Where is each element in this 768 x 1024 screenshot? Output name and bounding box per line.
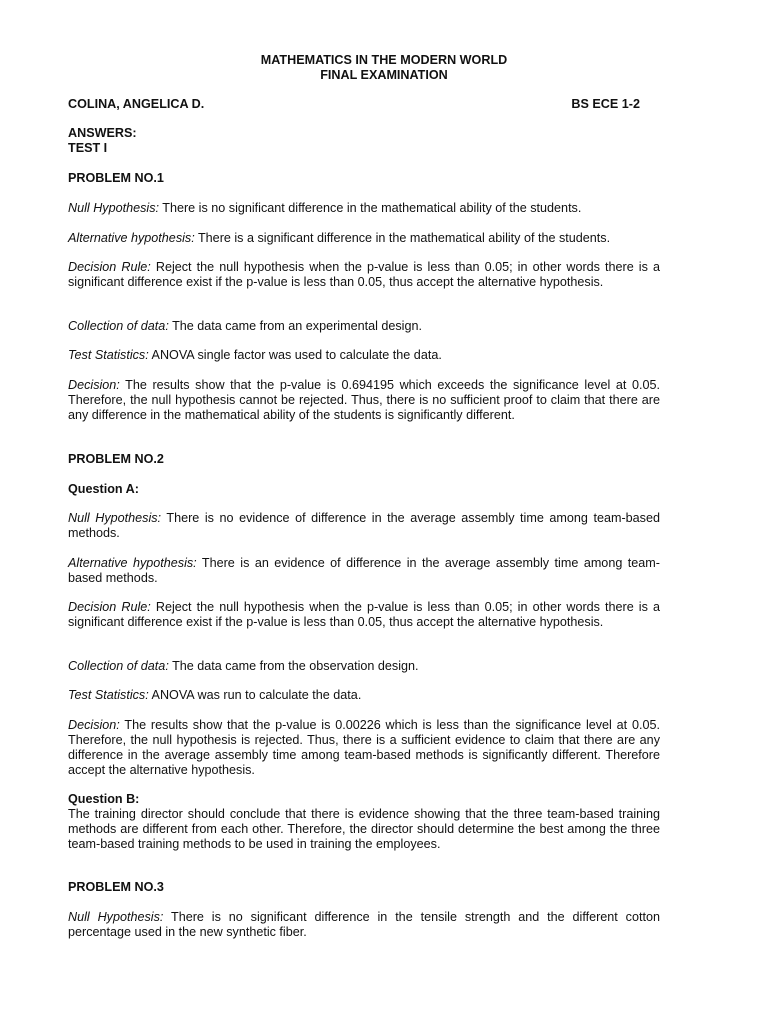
p1-collection-text: The data came from an experimental design.	[168, 319, 422, 333]
p2-test-text: ANOVA was run to calculate the data.	[148, 688, 362, 702]
test-label: TEST I	[68, 141, 108, 155]
p2-decision-rule	[68, 600, 660, 630]
answers-label: ANSWERS:	[68, 126, 137, 140]
p2-null-label: Null Hypothesis:	[68, 511, 162, 525]
p1-rule-text: Reject the null hypothesis when the p-value is less than 0.05; in other words there is a significant difference exist if the p-value is less than 0.05, thus accept the alternative hypothesis.	[68, 260, 660, 289]
title-line-2: FINAL EXAMINATION	[320, 68, 448, 82]
p1-decision-rule	[68, 260, 660, 290]
p2-test-label: Test Statistics:	[68, 688, 149, 702]
p1-collection-of-data	[68, 319, 660, 334]
p1-decision-text: The results show that the p-value is 0.694195 which exceeds the significance level at 0.05. Therefore, the null hypothesis cannot be rejected. Thus, there is no sufficient proof to claim that there are any difference in the mathematical ability of the students is significantly different.	[68, 378, 660, 422]
p2-null-text: There is no evidence of difference in the average assembly time among team-based methods.	[68, 511, 660, 540]
p1-test-text: ANOVA single factor was used to calculate the data.	[148, 348, 442, 362]
p2-alt-text: There is an evidence of difference in the average assembly time among team-based methods.	[68, 556, 660, 585]
question-b-heading: Question B:	[68, 792, 140, 806]
p1-null-text: There is no significant difference in the mathematical ability of the students.	[159, 201, 582, 215]
document-title	[0, 53, 768, 83]
p1-rule-label: Decision Rule:	[68, 260, 151, 274]
p2-alternative-hypothesis	[68, 556, 660, 586]
problem-3-heading: PROBLEM NO.3	[68, 880, 164, 894]
p2-decision-label: Decision:	[68, 718, 120, 732]
question-b-text: The training director should conclude that there is evidence showing that the three team-based training methods are different from each other. Therefore, the director should determine the best among the three team-based training methods to be used in training the employees.	[68, 807, 660, 851]
p1-decision	[68, 378, 660, 423]
problem-1-heading: PROBLEM NO.1	[68, 171, 164, 185]
p3-null-label: Null Hypothesis:	[68, 910, 164, 924]
p1-test-statistics	[68, 348, 660, 363]
p1-collection-label: Collection of data:	[68, 319, 169, 333]
p2-decision-text: The results show that the p-value is 0.00226 which is less than the significance level at 0.05. Therefore, the null hypothesis is rejected. Thus, there is a sufficient evidence to claim that there are any difference in the average assembly time among team-based methods is significantly different. Therefore accept the alternative hypothesis.	[68, 718, 660, 777]
p2-collection-text: The data came from the observation design.	[168, 659, 419, 673]
student-section: BS ECE 1-2	[571, 97, 640, 111]
p1-alternative-hypothesis	[68, 231, 660, 246]
question-a-heading: Question A:	[68, 482, 139, 496]
p2-collection-label: Collection of data:	[68, 659, 169, 673]
p2-decision	[68, 718, 660, 778]
p2-test-statistics	[68, 688, 660, 703]
p3-null-text: There is no significant difference in the tensile strength and the different cotton percentage used in the new synthetic fiber.	[68, 910, 660, 939]
p3-null-hypothesis	[68, 910, 660, 940]
p1-decision-label: Decision:	[68, 378, 120, 392]
p2-null-hypothesis	[68, 511, 660, 541]
p1-null-hypothesis	[68, 201, 660, 216]
answers-heading	[68, 126, 660, 156]
p2-rule-text: Reject the null hypothesis when the p-value is less than 0.05; in other words there is a significant difference exist if the p-value is less than 0.05, thus accept the alternative hypothesis.	[68, 600, 660, 629]
problem-2-heading: PROBLEM NO.2	[68, 452, 164, 466]
student-info	[68, 97, 640, 112]
p2-rule-label: Decision Rule:	[68, 600, 151, 614]
p1-test-label: Test Statistics:	[68, 348, 149, 362]
question-b	[68, 792, 660, 852]
p1-alt-label: Alternative hypothesis:	[68, 231, 195, 245]
title-line-1: MATHEMATICS IN THE MODERN WORLD	[260, 53, 508, 67]
p2-alt-label: Alternative hypothesis:	[68, 556, 197, 570]
p2-collection-of-data	[68, 659, 660, 674]
p1-null-label: Null Hypothesis:	[68, 201, 159, 215]
p1-alt-text: There is a significant difference in the mathematical ability of the students.	[194, 231, 611, 245]
student-name: COLINA, ANGELICA D.	[68, 97, 205, 111]
